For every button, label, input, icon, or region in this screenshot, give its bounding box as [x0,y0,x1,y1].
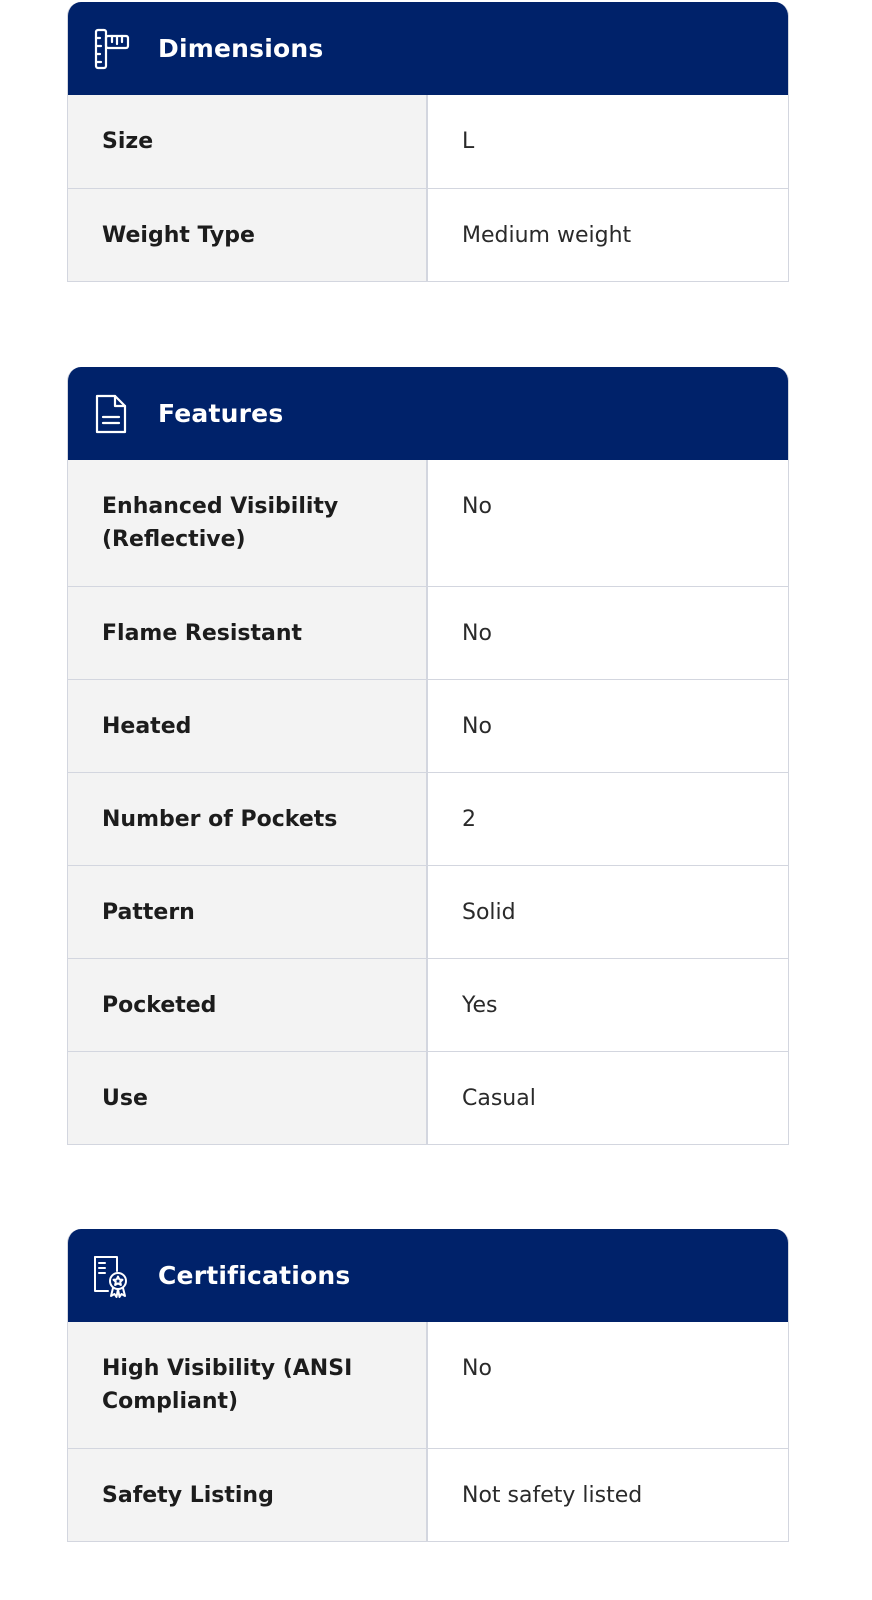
dimensions-section [67,2,789,282]
spec-label: Heated [68,680,428,772]
section-title: Certifications [158,1261,351,1290]
spec-label: Pattern [68,866,428,958]
document-icon [88,391,134,437]
spec-value: No [428,680,788,772]
spec-value: L [428,95,788,188]
spec-row [68,679,788,772]
spec-label: Pocketed [68,959,428,1051]
section-header [68,367,788,460]
spec-value: No [428,1322,788,1448]
section-title: Features [158,399,284,428]
spec-label: Flame Resistant [68,587,428,679]
ruler-icon [88,26,134,72]
section-header [68,1229,788,1322]
section-header [68,2,788,95]
spec-row [68,772,788,865]
spec-row [68,865,788,958]
spec-label: Size [68,95,428,188]
spec-row [68,1322,788,1448]
spec-value: 2 [428,773,788,865]
spec-row [68,1448,788,1541]
spec-value: Yes [428,959,788,1051]
spec-row [68,1051,788,1144]
section-title: Dimensions [158,34,324,63]
certifications-section [67,1229,789,1542]
spec-value: Solid [428,866,788,958]
spec-value: Casual [428,1052,788,1144]
spec-row [68,958,788,1051]
spec-value: No [428,587,788,679]
spec-row [68,586,788,679]
spec-row [68,188,788,281]
spec-value: Medium weight [428,189,788,281]
certificate-icon [88,1253,134,1299]
spec-label: Weight Type [68,189,428,281]
spec-value: No [428,460,788,586]
features-section [67,367,789,1145]
spec-label: High Visibility (ANSI Compliant) [68,1322,428,1448]
spec-label: Number of Pockets [68,773,428,865]
spec-row [68,95,788,188]
spec-value: Not safety listed [428,1449,788,1541]
spec-label: Enhanced Visibility (Reflective) [68,460,428,586]
spec-label: Safety Listing [68,1449,428,1541]
spec-label: Use [68,1052,428,1144]
spec-row [68,460,788,586]
